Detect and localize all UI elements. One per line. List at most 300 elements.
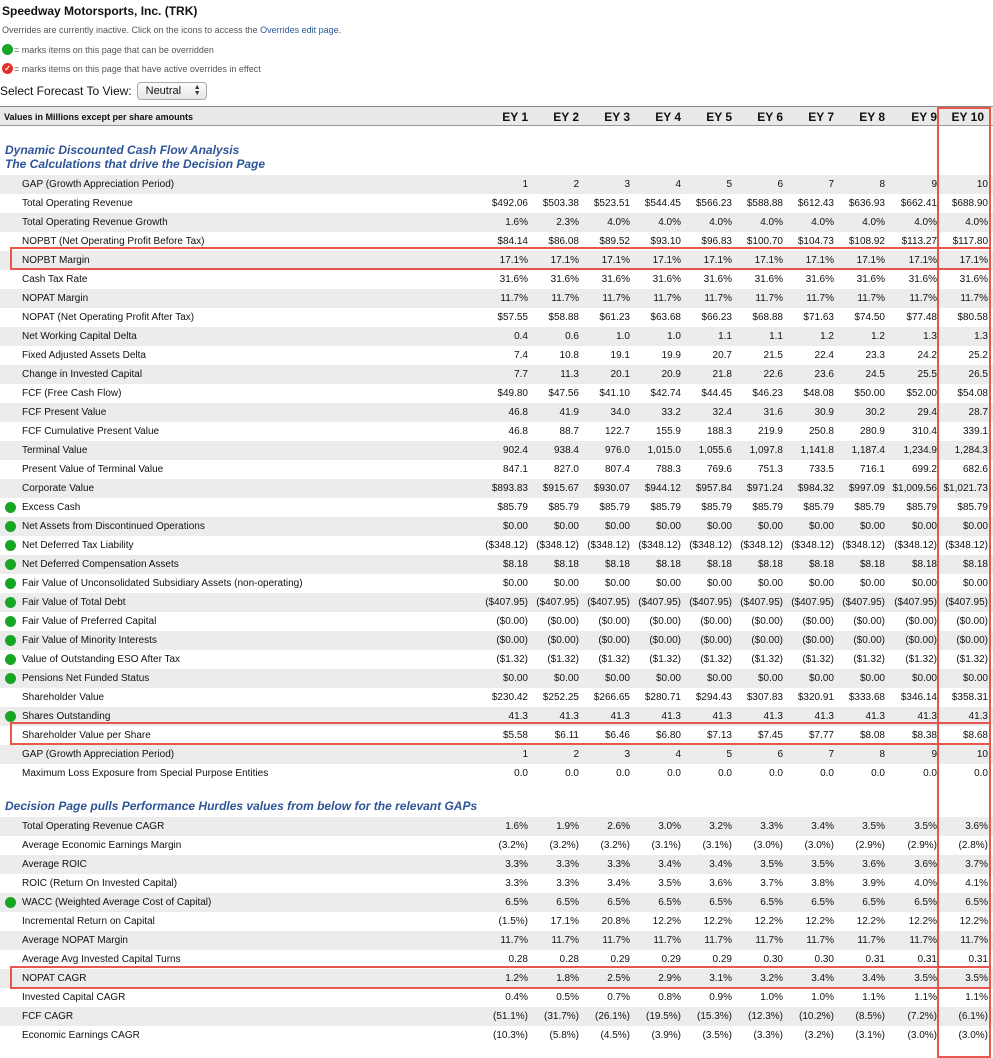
cell-ey3: (3.2%): [600, 840, 630, 851]
green-dot-icon[interactable]: [5, 597, 16, 608]
cell-ey3: $930.07: [593, 483, 630, 494]
cell-ey10: 12.2%: [959, 916, 988, 927]
cell-ey9: $8.38: [911, 730, 937, 741]
cell-ey6: $0.00: [757, 673, 783, 684]
row-label: Average Avg Invested Capital Turns: [22, 954, 181, 965]
cell-ey2: $0.00: [553, 673, 579, 684]
column-header-ey-10: EY 10: [951, 110, 984, 124]
cell-ey1: 7.4: [514, 350, 528, 361]
table-row-change-in-invested-capital: [0, 365, 993, 384]
cell-ey5: (15.3%): [696, 1011, 732, 1022]
cell-ey5: ($348.12): [689, 540, 732, 551]
cell-ey6: ($348.12): [740, 540, 783, 551]
green-dot-icon[interactable]: [5, 616, 16, 627]
cell-ey2: 10.8: [559, 350, 579, 361]
row-label: Net Deferred Compensation Assets: [22, 559, 179, 570]
cell-ey6: 31.6: [763, 407, 783, 418]
cell-ey10: $8.18: [962, 559, 988, 570]
cell-ey8: $8.18: [859, 559, 885, 570]
cell-ey5: $0.00: [706, 578, 732, 589]
cell-ey9: ($1.32): [905, 654, 937, 665]
cell-ey3: (4.5%): [600, 1030, 630, 1041]
cell-ey10: 4.1%: [965, 878, 988, 889]
row-label: Total Operating Revenue: [22, 198, 133, 209]
cell-ey9: 11.7%: [909, 935, 937, 946]
cell-ey7: 11.7%: [806, 293, 834, 304]
cell-ey1: 1.6%: [505, 821, 528, 832]
cell-ey10: 25.2: [968, 350, 988, 361]
table-row-gap-growth-appreciation-period: [0, 175, 993, 194]
cell-ey8: $85.79: [854, 502, 885, 513]
cell-ey10: 31.6%: [959, 274, 988, 285]
table-header-label: Values in Millions except per share amounts: [4, 112, 194, 122]
cell-ey8: $0.00: [859, 521, 885, 532]
cell-ey1: $230.42: [491, 692, 528, 703]
row-label: NOPAT Margin: [22, 293, 89, 304]
cell-ey8: 31.6%: [856, 274, 885, 285]
cell-ey10: $688.90: [951, 198, 988, 209]
cell-ey4: (3.1%): [651, 840, 681, 851]
cell-ey7: $85.79: [803, 502, 834, 513]
cell-ey2: 0.0: [565, 768, 579, 779]
cell-ey2: ($0.00): [547, 616, 579, 627]
cell-ey7: 17.1%: [805, 255, 834, 266]
cell-ey10: 28.7: [968, 407, 988, 418]
cell-ey4: 20.9: [661, 369, 681, 380]
cell-ey10: ($1.32): [956, 654, 988, 665]
forecast-selector: [0, 82, 207, 100]
cell-ey7: ($1.32): [802, 654, 834, 665]
cell-ey2: 2: [573, 749, 579, 760]
row-label: Maximum Loss Exposure from Special Purpose Entities: [22, 768, 269, 779]
cell-ey3: 122.7: [604, 426, 630, 437]
cell-ey4: 17.1%: [652, 255, 681, 266]
cell-ey1: ($348.12): [485, 540, 528, 551]
table-row-total-operating-revenue: [0, 194, 993, 213]
cell-ey10: 339.1: [962, 426, 988, 437]
cell-ey2: 11.7%: [551, 293, 579, 304]
cell-ey3: 3.3%: [607, 859, 630, 870]
cell-ey10: ($348.12): [945, 540, 988, 551]
cell-ey5: 0.29: [712, 954, 732, 965]
cell-ey6: $588.88: [746, 198, 783, 209]
table-row-fixed-adjusted-assets-delta: [0, 346, 993, 365]
cell-ey3: $61.23: [599, 312, 630, 323]
cell-ey4: 0.8%: [658, 992, 681, 1003]
cell-ey2: 41.9: [559, 407, 579, 418]
table-row-fcf-present-value: [0, 403, 993, 422]
cell-ey8: $997.09: [848, 483, 885, 494]
cell-ey4: $85.79: [650, 502, 681, 513]
cell-ey5: $85.79: [701, 502, 732, 513]
cell-ey9: $0.00: [911, 673, 937, 684]
cell-ey10: 17.1%: [959, 255, 988, 266]
cell-ey1: 17.1%: [499, 255, 528, 266]
cell-ey5: $96.83: [701, 236, 732, 247]
cell-ey3: 41.3: [610, 711, 630, 722]
cell-ey10: $54.08: [957, 388, 988, 399]
forecast-select[interactable]: [137, 82, 207, 100]
cell-ey4: 788.3: [655, 464, 681, 475]
row-label: Pensions Net Funded Status: [22, 673, 150, 684]
green-dot-icon[interactable]: [5, 502, 16, 513]
cell-ey10: 0.0: [974, 768, 988, 779]
column-header-ey-6: EY 6: [757, 110, 783, 124]
table-row-nopat-net-operating-profit-after-tax: [0, 308, 993, 327]
cell-ey1: ($407.95): [485, 597, 528, 608]
cell-ey7: $984.32: [797, 483, 834, 494]
green-dot-icon[interactable]: [5, 559, 16, 570]
cell-ey9: 11.7%: [909, 293, 937, 304]
cell-ey5: 0.0: [718, 768, 732, 779]
legend-active-text: = marks items on this page that have active overrides in effect: [14, 63, 261, 74]
row-label: NOPAT CAGR: [22, 973, 87, 984]
cell-ey5: 3.6%: [709, 878, 732, 889]
cell-ey5: 5: [726, 179, 732, 190]
cell-ey9: 0.0: [923, 768, 937, 779]
cell-ey8: 0.31: [865, 954, 885, 965]
table-row-shareholder-value-per-share: [0, 726, 993, 745]
cell-ey6: ($0.00): [751, 616, 783, 627]
cell-ey5: $0.00: [706, 521, 732, 532]
cell-ey9: ($0.00): [905, 635, 937, 646]
cell-ey10: 11.7%: [960, 935, 988, 946]
cell-ey9: 1.3: [923, 331, 937, 342]
green-dot-icon[interactable]: [5, 635, 16, 646]
cell-ey1: $5.58: [502, 730, 528, 741]
table-row-net-working-capital-delta: [0, 327, 993, 346]
cell-ey4: ($0.00): [649, 635, 681, 646]
cell-ey6: $68.88: [752, 312, 783, 323]
cell-ey4: 0.29: [661, 954, 681, 965]
cell-ey8: ($407.95): [842, 597, 885, 608]
table-row-value-of-outstanding-eso-after-tax: [0, 650, 993, 669]
cell-ey1: (3.2%): [498, 840, 528, 851]
table-row-net-assets-from-discontinued-operations: [0, 517, 993, 536]
column-header-ey-7: EY 7: [808, 110, 834, 124]
cell-ey2: 938.4: [553, 445, 579, 456]
table-row-fair-value-of-minority-interests: [0, 631, 993, 650]
overrides-status-message: Overrides are currently inactive. Click on the icons to access the: [2, 25, 258, 35]
row-label: Present Value of Terminal Value: [22, 464, 164, 475]
cell-ey3: $85.79: [599, 502, 630, 513]
row-label: ROIC (Return On Invested Capital): [22, 878, 178, 889]
cell-ey2: $503.38: [542, 198, 579, 209]
cell-ey2: $252.25: [542, 692, 579, 703]
row-label: FCF Cumulative Present Value: [22, 426, 160, 437]
cell-ey9: $0.00: [911, 578, 937, 589]
cell-ey4: 4: [675, 179, 681, 190]
cell-ey3: ($0.00): [598, 616, 630, 627]
cell-ey6: 1,097.8: [749, 445, 783, 456]
cell-ey8: 8: [879, 179, 885, 190]
cell-ey7: ($0.00): [802, 616, 834, 627]
cell-ey5: ($407.95): [689, 597, 732, 608]
cell-ey7: 0.30: [814, 954, 834, 965]
cell-ey8: 24.5: [865, 369, 885, 380]
overrides-edit-link[interactable]: Overrides edit page: [260, 25, 339, 35]
cell-ey5: 32.4: [712, 407, 732, 418]
cell-ey7: (3.0%): [804, 840, 834, 851]
column-header-ey-9: EY 9: [911, 110, 937, 124]
cell-ey6: 41.3: [763, 711, 783, 722]
cell-ey7: 23.6: [814, 369, 834, 380]
cell-ey4: $0.00: [655, 578, 681, 589]
cell-ey8: 280.9: [859, 426, 885, 437]
cell-ey7: 31.6%: [805, 274, 834, 285]
cell-ey6: 3.5%: [760, 859, 783, 870]
cell-ey2: 0.28: [559, 954, 579, 965]
cell-ey5: 20.7: [712, 350, 732, 361]
cell-ey4: 6.5%: [658, 897, 681, 908]
cell-ey2: 1.9%: [556, 821, 579, 832]
table-row-fcf-cagr: [0, 1007, 993, 1026]
legend-overridable: [2, 44, 214, 55]
cell-ey7: $320.91: [797, 692, 834, 703]
cell-ey8: ($1.32): [853, 654, 885, 665]
cell-ey1: $57.55: [497, 312, 528, 323]
section-title-dcf: [5, 143, 265, 171]
cell-ey4: (3.9%): [651, 1030, 681, 1041]
cell-ey6: 6: [777, 179, 783, 190]
cell-ey7: ($348.12): [791, 540, 834, 551]
cell-ey10: 11.7%: [960, 293, 988, 304]
green-dot-icon[interactable]: [5, 897, 16, 908]
cell-ey7: $0.00: [808, 673, 834, 684]
table-row-maximum-loss-exposure-from-special-purpose-entities: [0, 764, 993, 783]
cell-ey8: 1.2: [871, 331, 885, 342]
cell-ey1: (51.1%): [492, 1011, 528, 1022]
cell-ey9: 1,234.9: [903, 445, 937, 456]
forecast-label: Select Forecast To View:: [0, 84, 132, 98]
cell-ey7: 4.0%: [811, 217, 834, 228]
cell-ey2: 88.7: [559, 426, 579, 437]
cell-ey4: ($0.00): [649, 616, 681, 627]
cell-ey10: $1,021.73: [943, 483, 988, 494]
cell-ey9: 3.6%: [914, 859, 937, 870]
row-label: FCF CAGR: [22, 1011, 74, 1022]
cell-ey4: ($1.32): [649, 654, 681, 665]
cell-ey10: 10: [976, 749, 988, 760]
column-header-ey-1: EY 1: [502, 110, 528, 124]
cell-ey3: 2.5%: [607, 973, 630, 984]
cell-ey1: $0.00: [502, 673, 528, 684]
cell-ey3: 0.0: [616, 768, 630, 779]
cell-ey3: $6.46: [604, 730, 630, 741]
cell-ey1: $85.79: [497, 502, 528, 513]
cell-ey7: ($407.95): [791, 597, 834, 608]
cell-ey8: ($0.00): [853, 616, 885, 627]
cell-ey8: ($348.12): [842, 540, 885, 551]
cell-ey2: 827.0: [553, 464, 579, 475]
cell-ey9: 3.5%: [914, 821, 937, 832]
cell-ey8: 0.0: [871, 768, 885, 779]
row-label: Economic Earnings CAGR: [22, 1030, 140, 1041]
table-row-roic-return-on-invested-capital: [0, 874, 993, 893]
cell-ey4: $93.10: [650, 236, 681, 247]
cell-ey5: 6.5%: [709, 897, 732, 908]
cell-ey8: $8.08: [859, 730, 885, 741]
cell-ey2: 2: [573, 179, 579, 190]
cell-ey9: $0.00: [911, 521, 937, 532]
column-header-ey-4: EY 4: [655, 110, 681, 124]
cell-ey8: 11.7%: [857, 935, 885, 946]
cell-ey8: 4.0%: [862, 217, 885, 228]
cell-ey8: (8.5%): [855, 1011, 885, 1022]
cell-ey3: 19.1: [610, 350, 630, 361]
row-label: Incremental Return on Capital: [22, 916, 155, 927]
overrides-status-text: [2, 25, 341, 35]
row-label: Average ROIC: [22, 859, 87, 870]
cell-ey8: $636.93: [848, 198, 885, 209]
cell-ey9: $85.79: [906, 502, 937, 513]
table-row-terminal-value: [0, 441, 993, 460]
cell-ey4: $8.18: [655, 559, 681, 570]
cell-ey9: 31.6%: [908, 274, 937, 285]
cell-ey8: 8: [879, 749, 885, 760]
row-label: Shares Outstanding: [22, 711, 111, 722]
cell-ey6: $85.79: [752, 502, 783, 513]
cell-ey10: $80.58: [957, 312, 988, 323]
cell-ey6: ($0.00): [751, 635, 783, 646]
row-label: Value of Outstanding ESO After Tax: [22, 654, 181, 665]
cell-ey1: 7.7: [514, 369, 528, 380]
cell-ey7: (3.2%): [804, 1030, 834, 1041]
cell-ey7: $0.00: [808, 521, 834, 532]
cell-ey1: 1: [522, 179, 528, 190]
cell-ey4: $944.12: [644, 483, 681, 494]
cell-ey6: 12.2%: [754, 916, 783, 927]
row-label: Fixed Adjusted Assets Delta: [22, 350, 146, 361]
cell-ey4: 11.7%: [653, 293, 681, 304]
cell-ey7: 1.0%: [811, 992, 834, 1003]
cell-ey10: 0.31: [968, 954, 988, 965]
cell-ey9: (7.2%): [907, 1011, 937, 1022]
green-dot-icon[interactable]: [5, 711, 16, 722]
cell-ey7: 41.3: [814, 711, 834, 722]
cell-ey2: $86.08: [548, 236, 579, 247]
cell-ey1: 6.5%: [505, 897, 528, 908]
cell-ey10: $0.00: [962, 578, 988, 589]
cell-ey1: $893.83: [491, 483, 528, 494]
green-dot-icon[interactable]: [5, 654, 16, 665]
cell-ey3: 20.1: [610, 369, 630, 380]
green-dot-icon[interactable]: [5, 578, 16, 589]
row-label: Change in Invested Capital: [22, 369, 143, 380]
cell-ey10: $8.68: [962, 730, 988, 741]
cell-ey9: $52.00: [906, 388, 937, 399]
cell-ey2: $8.18: [553, 559, 579, 570]
cell-ey2: 0.6: [565, 331, 579, 342]
cell-ey4: $280.71: [644, 692, 681, 703]
cell-ey9: ($0.00): [905, 616, 937, 627]
cell-ey9: 699.2: [911, 464, 937, 475]
cell-ey8: 1.1%: [862, 992, 885, 1003]
cell-ey8: 41.3: [865, 711, 885, 722]
cell-ey10: 682.6: [962, 464, 988, 475]
cell-ey5: 4.0%: [709, 217, 732, 228]
cell-ey5: 31.6%: [703, 274, 732, 285]
cell-ey6: (3.0%): [753, 840, 783, 851]
green-dot-icon[interactable]: [5, 521, 16, 532]
table-row-shares-outstanding: [0, 707, 993, 726]
table-row-excess-cash: [0, 498, 993, 517]
green-dot-icon[interactable]: [5, 673, 16, 684]
table-row-gap-growth-appreciation-period: [0, 745, 993, 764]
cell-ey9: $8.18: [911, 559, 937, 570]
cell-ey10: 3.5%: [965, 973, 988, 984]
cell-ey8: (3.1%): [855, 1030, 885, 1041]
cell-ey6: $46.23: [752, 388, 783, 399]
cell-ey1: $84.14: [497, 236, 528, 247]
cell-ey7: 30.9: [814, 407, 834, 418]
cell-ey9: $1,009.56: [892, 483, 937, 494]
cell-ey2: (31.7%): [543, 1011, 579, 1022]
cell-ey6: 3.3%: [760, 821, 783, 832]
cell-ey3: $8.18: [604, 559, 630, 570]
cell-ey7: $48.08: [803, 388, 834, 399]
cell-ey5: $44.45: [701, 388, 732, 399]
cell-ey8: 6.5%: [862, 897, 885, 908]
cell-ey1: 11.7%: [500, 293, 528, 304]
table-row-incremental-return-on-capital: [0, 912, 993, 931]
cell-ey9: 4.0%: [914, 878, 937, 889]
cell-ey8: 3.6%: [862, 859, 885, 870]
cell-ey7: $7.77: [808, 730, 834, 741]
cell-ey10: $358.31: [951, 692, 988, 703]
cell-ey10: 1,284.3: [954, 445, 988, 456]
cell-ey10: 1.3: [974, 331, 988, 342]
table-row-total-operating-revenue-growth: [0, 213, 993, 232]
cell-ey9: ($348.12): [894, 540, 937, 551]
cell-ey4: 11.7%: [653, 935, 681, 946]
row-label: Fair Value of Total Debt: [22, 597, 126, 608]
cell-ey8: ($0.00): [853, 635, 885, 646]
cell-ey2: 6.5%: [556, 897, 579, 908]
cell-ey3: $0.00: [604, 673, 630, 684]
cell-ey7: 250.8: [808, 426, 834, 437]
cell-ey4: 4.0%: [658, 217, 681, 228]
cell-ey8: 17.1%: [856, 255, 885, 266]
cell-ey1: $0.00: [502, 578, 528, 589]
cell-ey6: $0.00: [757, 578, 783, 589]
cell-ey9: (3.0%): [907, 1030, 937, 1041]
cell-ey3: 11.7%: [602, 293, 630, 304]
cell-ey4: ($407.95): [638, 597, 681, 608]
row-label: Fair Value of Unconsolidated Subsidiary Assets (non-operating): [22, 578, 303, 589]
cell-ey1: $492.06: [491, 198, 528, 209]
cell-ey5: 1,055.6: [698, 445, 732, 456]
table-row-nopat-cagr: [0, 969, 993, 988]
cell-ey8: $333.68: [848, 692, 885, 703]
cell-ey4: 33.2: [661, 407, 681, 418]
row-label: GAP (Growth Appreciation Period): [22, 749, 175, 760]
cell-ey6: $307.83: [746, 692, 783, 703]
cell-ey8: $0.00: [859, 673, 885, 684]
cell-ey4: $0.00: [655, 521, 681, 532]
red-check-icon: ✓: [2, 63, 13, 74]
cell-ey4: 12.2%: [652, 916, 681, 927]
cell-ey8: 3.9%: [862, 878, 885, 889]
cell-ey7: 1,141.8: [800, 445, 834, 456]
table-row-wacc-weighted-average-cost-of-capital: [0, 893, 993, 912]
cell-ey5: (3.1%): [702, 840, 732, 851]
cell-ey4: 1.0: [667, 331, 681, 342]
cell-ey9: 25.5: [917, 369, 937, 380]
green-dot-icon: [2, 44, 13, 55]
green-dot-icon[interactable]: [5, 540, 16, 551]
cell-ey9: 6.5%: [914, 897, 937, 908]
